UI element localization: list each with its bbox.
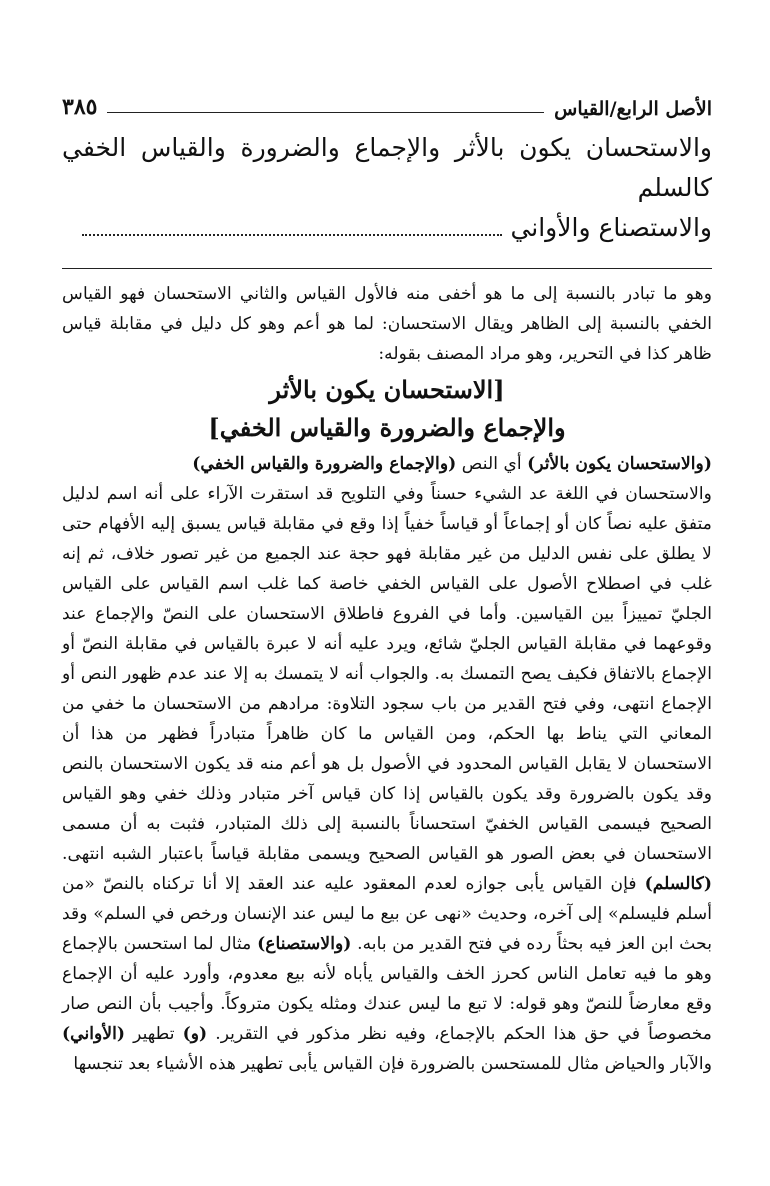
commentary-text: والآبار والحياض مثال للمستحسن بالضرورة فإن القياس يأبى تطهير هذه الأشياء بعد تنجسها [73, 1054, 712, 1074]
section-heading [62, 371, 712, 447]
commentary [62, 279, 712, 1079]
running-title: الأصل الرابع/القياس [554, 98, 712, 120]
commentary-text: مثال لما استحسن بالإجماع وهو ما فيه تعامل الناس كحرز الخف والقياس يأباه لأنه بيع معدوم، وأورد عليه أن الإجماع وقع معارضاً للنصّ وهو قوله: لا تبع ما ليس عندك ومثله يكون متروكاً. وأجيب بأن النص صار مخصوصاً في حق هذا الحكم بالإجماع، وفيه نظر مذكور في التقرير. [62, 934, 712, 1044]
matn-quote: (والاستصناع) [257, 934, 352, 954]
matn-quote: (والإجماع والضرورة والقياس الخفي) [192, 454, 457, 474]
matn-line-2 [62, 208, 712, 248]
section-heading-line-2: والإجماع والضرورة والقياس الخفي] [208, 413, 566, 442]
commentary-text: تطهير [125, 1024, 183, 1044]
matn-quote: (والاستحسان يكون بالأثر) [527, 454, 712, 474]
matn-quote: (و) [182, 1024, 208, 1044]
commentary-intro: وهو ما تبادر بالنسبة إلى ما هو أخفى منه فالأول القياس والثاني الاستحسان فهو القياس الخفي بالنسبة إلى الظاهر ويقال الاستحسان: لما هو أعم وهو كل دليل في مقابلة قياس ظاهر كذا في التحرير، وهو مراد المصنف بقوله: [62, 284, 712, 364]
matn-line-1: والاستحسان يكون بالأثر والإجماع والضرورة والقياس الخفي كالسلم [62, 133, 712, 202]
matn-line-2-text: والاستصناع والأواني [510, 213, 712, 242]
commentary-text: والاستحسان في اللغة عد الشيء حسناً وفي التلويح قد استقرت الآراء على أنه اسم لدليل متفق عليه نصاً كان أو إجماعاً أو قياساً خفياً إذا وقع في مقابلة قياس يسبق إليه الأفهام حتى لا يطلق على نفس الدليل من غير مقابلة فهو حجة عند الجميع من غير تصور خلاف، ثم إنه غلب في اصطلاح الأصول على القياس الخفي خاصة كما غلب اسم القياس على القياس الجليّ تمييزاً بين القياسين. وأما في الفروع فاطلاق الاستحسان على النصّ والإجماع عند وقوعهما في مقابلة القياس الجليّ شائع، ويرد عليه أنه لا عبرة بالقياس في مقابلة النصّ أو الإجماع بالاتفاق فكيف يصح التمسك به. والجواب أنه لا يتمسك به إلا عند عدم ظهور النص أو الإجماع انتهى، وفي فتح القدير من باب سجود التلاوة: مرادهم من الاستحسان ما خفي من المعاني التي يناط بها الحكم، ومن القياس ما كان ظاهراً متبادراً فظهر من هذا أن الاستحسان لا يقابل القياس المحدود في الأصول بل هو أعم منه قد يكون الاستحسان بالنص وقد يكون بالضرورة وقد يكون بالقياس إذا كان قياس آخر متبادر وذلك خفي وهو القياس الصحيح فيسمى القياس الخفيّ استحساناً بالنسبة إلى ذلك المتبادر، فثبت به أن مسمى الاستحسان في بعض الصور هو القياس الصحيح ويسمى مقابلة قياساً باعتبار الشبه انتهى. [62, 484, 712, 864]
matn-separator [62, 268, 712, 269]
matn-text [62, 128, 712, 248]
header-rule [107, 112, 544, 113]
section-heading-line-1: [الاستحسان يكون بالأثر [269, 375, 505, 404]
page-number: ٣٨٥ [62, 94, 98, 120]
commentary-paragraph-2 [62, 479, 712, 1079]
dotted-leader [82, 234, 502, 236]
page-header [62, 86, 712, 120]
matn-quote: (كالسلم) [644, 874, 712, 894]
matn-quote: (الأواني) [62, 1024, 126, 1044]
commentary-text: أي النص [456, 454, 528, 474]
commentary-paragraph-1 [62, 449, 712, 479]
commentary-text: فإن القياس يأبى جوازه لعدم المعقود عليه عند العقد إلا أنا تركناه بالنصّ «من أسلم فليسلم» إلى آخره، وحديث «نهى عن بيع ما ليس عند الإنسان ورخص في السلم» وقد بحث ابن العز فيه بحثاً رده في فتح القدير من بابه. [62, 874, 713, 954]
